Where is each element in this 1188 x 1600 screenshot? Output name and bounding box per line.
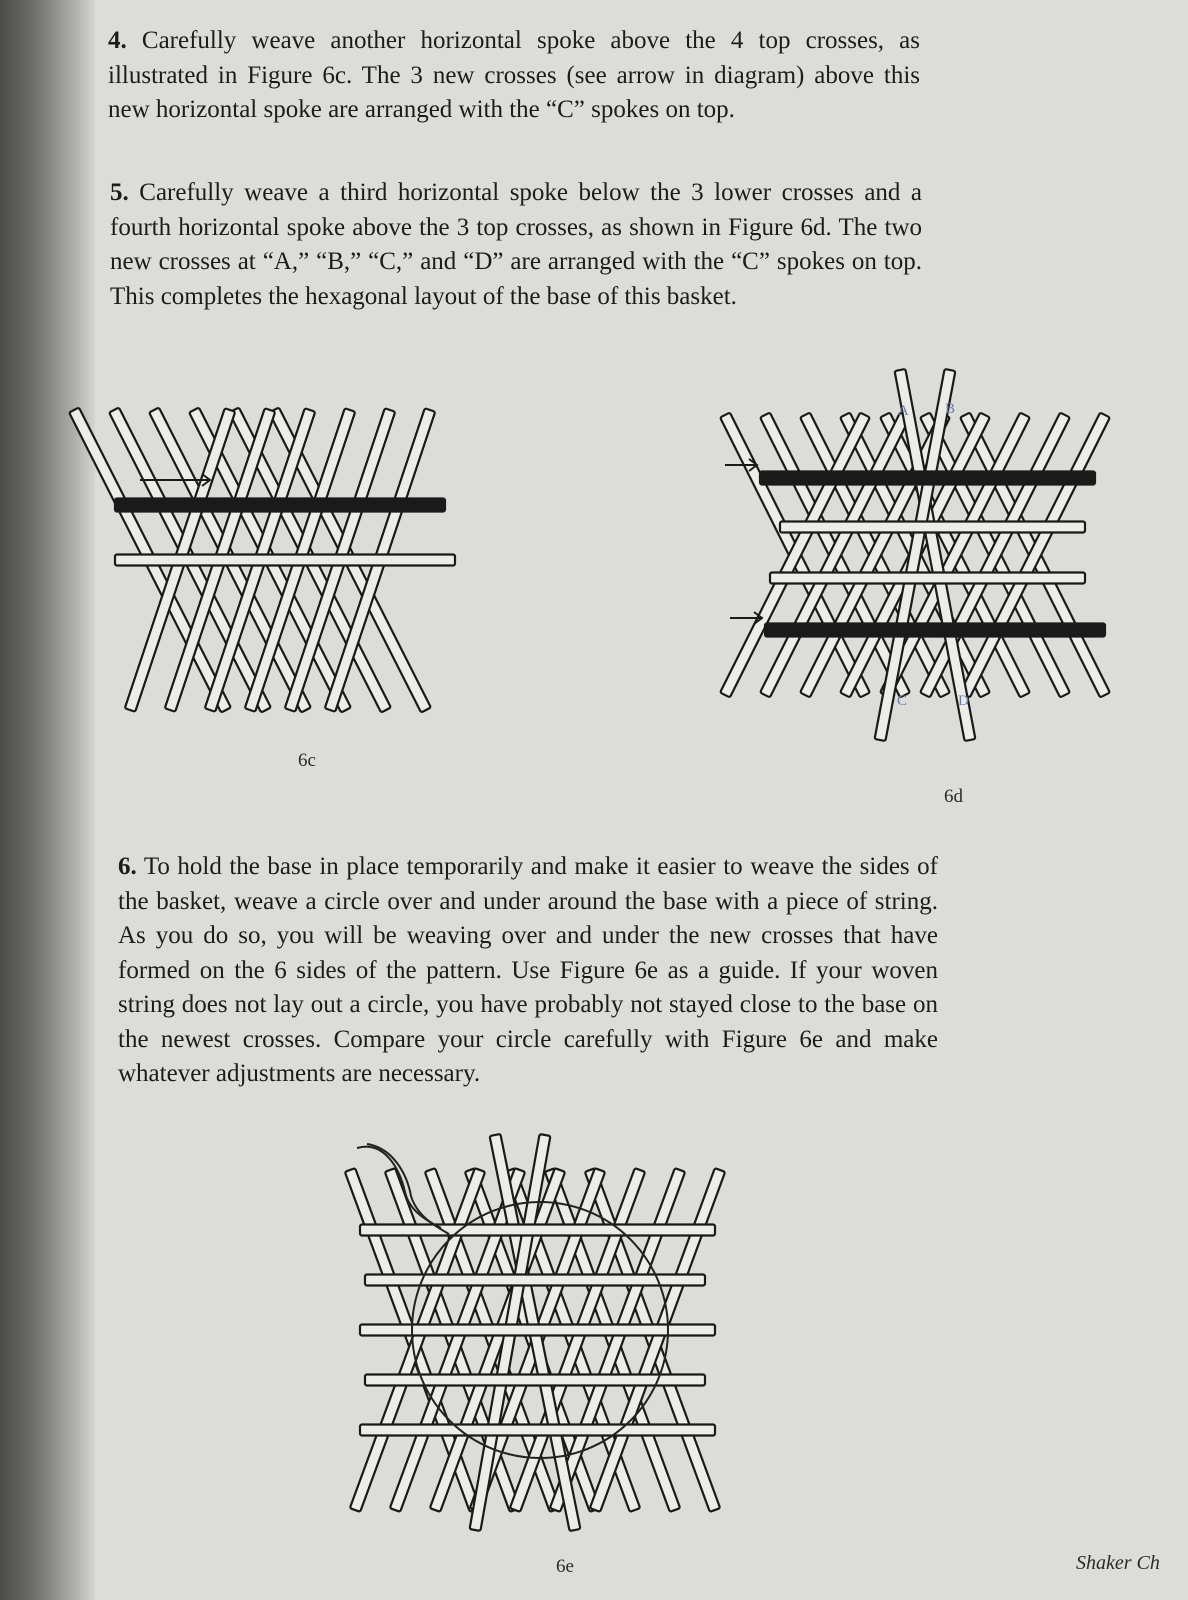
figure-6c-diagram xyxy=(110,390,470,730)
figure-6e-caption: 6e xyxy=(556,1556,574,1577)
step-number: 5. xyxy=(110,179,129,206)
dark-horizontal-spoke xyxy=(115,499,445,512)
cross-label-a: A xyxy=(898,403,909,419)
spoke xyxy=(360,1225,715,1236)
step-text: Carefully weave another horizontal spoke above the 4 top crosses, as illustrated in Figure 6c. The 3 new crosses (see arrow in diagram) above this new horizontal spoke are arranged with the “C” spokes on top. xyxy=(108,27,921,123)
spoke xyxy=(360,1425,715,1436)
spoke xyxy=(115,555,455,566)
spoke xyxy=(360,1325,715,1336)
step-6-paragraph xyxy=(118,850,938,1092)
spoke xyxy=(770,573,1085,584)
book-binding-shadow xyxy=(0,0,95,1600)
step-text: To hold the base in place temporarily and make it easier to weave the sides of the basket, weave a circle over and under around the base with a piece of string. As you do so, you will be weaving over and under the new crosses that have formed on the 6 sides of the pattern. Use Figure 6e as a guide. If your woven string does not lay out a circle, you have probably not stayed close to the base on the newest crosses. Compare your circle carefully with Figure 6e and make whatever adjustments are necessary. xyxy=(118,853,938,1087)
step-text: Carefully weave a third horizontal spoke below the 3 lower crosses and a fourth horizontal spoke above the 3 top crosses, as shown in Figure 6d. The two new crosses at “A,” “B,” “C,” and “D” are arranged with the “C” spokes on top. This completes the hexagonal layout of the base of this basket. xyxy=(110,179,923,310)
spoke xyxy=(365,1375,705,1386)
figure-6e-diagram xyxy=(345,1130,735,1540)
figure-6d-caption: 6d xyxy=(944,786,963,807)
step-5-paragraph xyxy=(110,176,922,314)
step-number: 4. xyxy=(108,27,127,54)
cross-label-d: D xyxy=(958,693,969,709)
cross-label-c: C xyxy=(897,693,908,709)
spoke xyxy=(365,1275,705,1286)
cross-label-b: B xyxy=(945,401,956,417)
running-head: Shaker Ch xyxy=(1076,1552,1160,1574)
diagonal-spokes xyxy=(720,369,1110,741)
dark-horizontal-spoke xyxy=(760,472,1095,485)
step-number: 6. xyxy=(118,853,137,880)
dark-horizontal-spoke xyxy=(765,624,1105,637)
horizontal-spokes xyxy=(115,499,455,566)
spoke xyxy=(780,522,1085,533)
figure-6d-diagram xyxy=(725,360,1125,760)
step-4-paragraph xyxy=(108,24,920,128)
figure-6c-caption: 6c xyxy=(298,750,316,771)
arrow-icon xyxy=(730,612,762,624)
